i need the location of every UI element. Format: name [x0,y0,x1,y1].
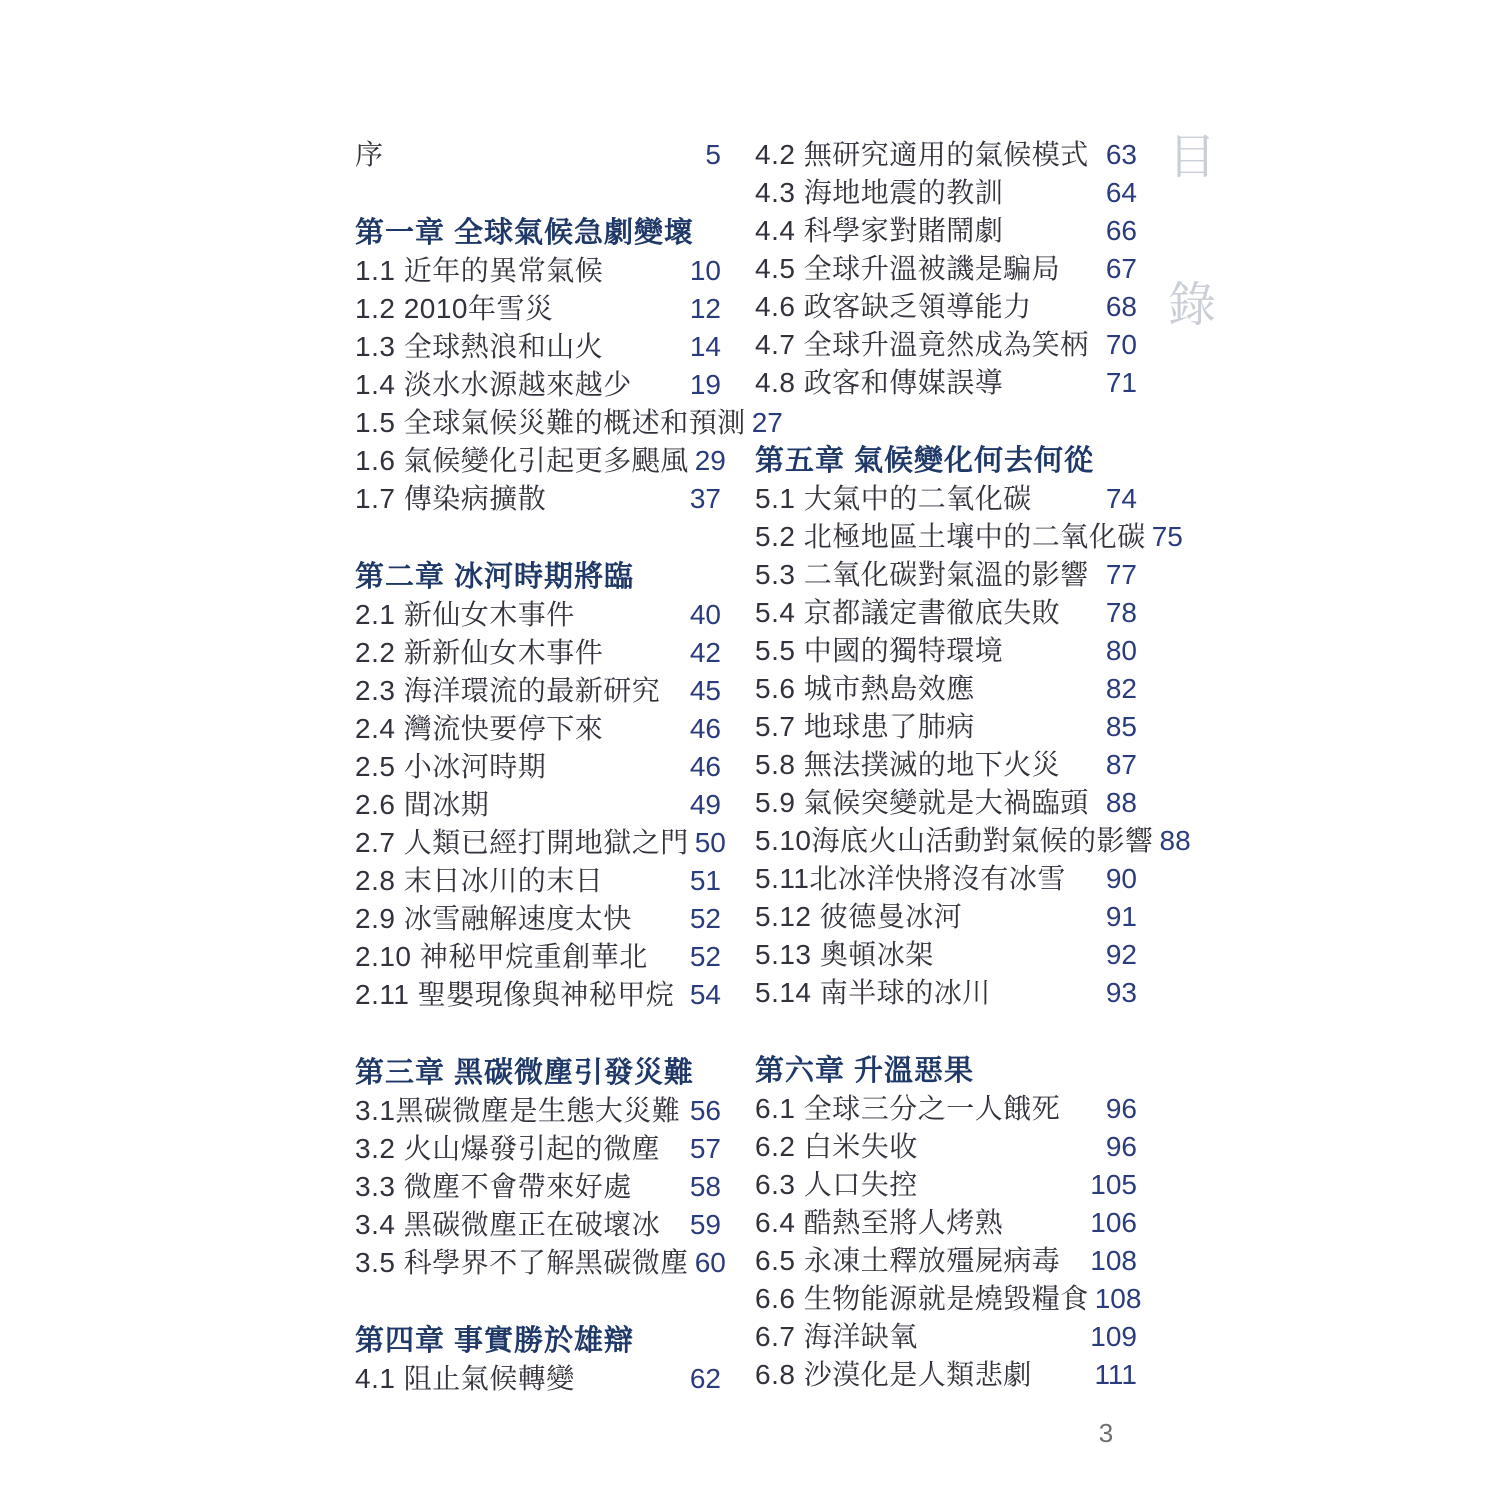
entry-page-number: 54 [689,979,721,1010]
toc-entry [355,596,721,634]
toc-entry [355,748,721,786]
toc-entry [355,976,721,1014]
toc-entry [755,174,1137,212]
entry-page-number: 63 [1105,139,1137,170]
toc-entry [755,1166,1137,1204]
entry-title: 1.6 氣候變化引起更多颶風 [355,445,689,476]
entry-title: 6.4 酷熱至將人烤熟 [755,1207,1004,1238]
entry-page-number: 105 [1090,1169,1137,1200]
toc-entry [755,822,1191,860]
entry-page-number: 62 [689,1363,721,1394]
entry-title: 6.7 海洋缺氧 [755,1321,918,1352]
entry-page-number: 46 [689,751,721,782]
entry-title: 6.2 白米失收 [755,1131,918,1162]
entry-page-number: 19 [689,369,721,400]
entry-page-number: 52 [689,941,721,972]
entry-page-number: 56 [689,1095,721,1126]
entry-title: 1.2 2010年雪災 [355,293,554,324]
toc-entry [355,1360,721,1398]
entry-title: 3.2 火山爆發引起的微塵 [355,1133,661,1164]
entry-title: 5.11北冰洋快將沒有冰雪 [755,863,1066,894]
entry-page-number: 70 [1105,329,1137,360]
entry-title: 2.4 灣流快要停下來 [355,713,604,744]
chapter-heading: 第四章 事實勝於雄辯 [355,1325,635,1357]
entry-title: 4.3 海地地震的教訓 [755,177,1004,208]
entry-title: 2.9 冰雪融解速度太快 [355,903,632,934]
toc-entry [755,670,1137,708]
entry-title: 6.8 沙漠化是人類悲劇 [755,1359,1032,1390]
toc-entry [755,250,1137,288]
entry-title: 4.8 政客和傳媒誤導 [755,367,1004,398]
entry-page-number: 37 [689,483,721,514]
toc-entry [355,404,783,442]
entry-page-number: 71 [1105,367,1137,398]
entry-title: 4.1 阻止氣候轉變 [355,1363,575,1394]
toc-entry [755,974,1137,1012]
entry-page-number: 40 [689,599,721,630]
chapter-heading: 第二章 冰河時期將臨 [355,561,635,593]
toc-entry [755,1128,1137,1166]
entry-page-number: 57 [689,1133,721,1164]
toc-entry [755,1242,1137,1280]
entry-page-number: 77 [1105,559,1137,590]
toc-entry [355,1244,726,1282]
entry-title: 1.3 全球熱浪和山火 [355,331,604,362]
toc-entry [755,288,1137,326]
toc-entry [755,784,1137,822]
entry-title: 6.5 永凍土釋放殭屍病毒 [755,1245,1061,1276]
entry-title: 6.1 全球三分之一人餓死 [755,1093,1061,1124]
entry-title: 2.5 小冰河時期 [355,751,547,782]
toc-block [355,1322,721,1398]
side-title [1168,131,1217,430]
toc-entry [355,938,721,976]
toc-entry [355,252,721,290]
entry-title: 1.4 淡水水源越來越少 [355,369,632,400]
entry-page-number: 87 [1105,749,1137,780]
chapter-heading: 第六章 升溫惡果 [755,1055,975,1087]
toc-entry [755,936,1137,974]
entry-page-number: 45 [689,675,721,706]
toc-entry [355,328,721,366]
entry-page-number: 106 [1090,1207,1137,1238]
entry-page-number: 108 [1094,1283,1142,1314]
toc-entry [755,480,1137,518]
side-title-char-1: 目 [1168,131,1217,184]
entry-title: 1.7 傳染病擴散 [355,483,547,514]
entry-page-number: 5 [705,139,721,170]
toc-entry [355,634,721,672]
entry-page-number: 50 [694,827,726,858]
entry-page-number: 96 [1105,1131,1137,1162]
entry-page-number: 59 [689,1209,721,1240]
toc-entry [755,364,1137,402]
toc-column-right [755,136,1191,1394]
entry-title: 5.13 奧頓冰架 [755,939,934,970]
toc-block [755,136,1137,402]
toc-entry [355,136,721,174]
toc-entry [755,1204,1137,1242]
toc-entry [355,366,721,404]
entry-page-number: 51 [689,865,721,896]
entry-title: 5.8 無法撲滅的地下火災 [755,749,1061,780]
entry-title: 5.7 地球患了肺病 [755,711,975,742]
entry-page-number: 68 [1105,291,1137,322]
entry-page-number: 109 [1090,1321,1137,1352]
entry-title: 4.6 政客缺乏領導能力 [755,291,1032,322]
entry-title: 5.14 南半球的冰川 [755,977,991,1008]
side-title-char-2: 錄 [1168,279,1217,332]
entry-page-number: 88 [1159,825,1191,856]
toc-entry [755,326,1137,364]
toc-entry [755,518,1183,556]
toc-entry [755,898,1137,936]
entry-page-number: 92 [1105,939,1137,970]
toc-entry [355,710,721,748]
toc-entry [355,480,721,518]
entry-title: 2.2 新新仙女木事件 [355,637,604,668]
chapter-heading: 第一章 全球氣候急劇變壞 [355,217,695,249]
entry-title: 6.6 生物能源就是燒毀糧食 [755,1283,1089,1314]
entry-page-number: 91 [1105,901,1137,932]
entry-page-number: 60 [694,1247,726,1278]
entry-title: 2.7 人類已經打開地獄之門 [355,827,689,858]
entry-page-number: 85 [1105,711,1137,742]
chapter-heading: 第三章 黑碳微塵引發災難 [355,1057,695,1089]
entry-title: 5.10海底火山活動對氣候的影響 [755,825,1154,856]
entry-page-number: 66 [1105,215,1137,246]
entry-page-number: 96 [1105,1093,1137,1124]
entry-page-number: 29 [694,445,726,476]
entry-title: 2.11 聖嬰現像與神秘甲烷 [355,979,675,1010]
entry-title: 5.4 京都議定書徹底失敗 [755,597,1061,628]
toc-entry [755,594,1137,632]
toc-entry [755,212,1137,250]
toc-block [755,1052,1142,1394]
toc-column-left [355,136,783,1398]
entry-page-number: 80 [1105,635,1137,666]
entry-title: 4.5 全球升溫被譏是騙局 [755,253,1061,284]
toc-entry [355,862,721,900]
entry-title: 4.2 無研究適用的氣候模式 [755,139,1089,170]
entry-title: 1.5 全球氣候災難的概述和預測 [355,407,746,438]
entry-title: 5.3 二氧化碳對氣溫的影響 [755,559,1089,590]
entry-page-number: 52 [689,903,721,934]
toc-entry [355,1206,721,1244]
toc-entry [355,900,721,938]
entry-page-number: 12 [689,293,721,324]
toc-entry [755,632,1137,670]
entry-title: 5.5 中國的獨特環境 [755,635,1004,666]
entry-title: 2.6 間冰期 [355,789,490,820]
toc-block [755,442,1191,1012]
toc-entry [355,786,721,824]
entry-page-number: 58 [689,1171,721,1202]
entry-title: 3.4 黑碳微塵正在破壞冰 [355,1209,661,1240]
toc-entry [755,556,1137,594]
entry-page-number: 27 [751,407,783,438]
entry-page-number: 64 [1105,177,1137,208]
entry-title: 1.1 近年的異常氣候 [355,255,604,286]
entry-page-number: 90 [1105,863,1137,894]
page-number: 3 [1098,1418,1114,1448]
entry-title: 5.2 北極地區土壤中的二氧化碳 [755,521,1146,552]
toc-entry [755,1280,1142,1318]
entry-page-number: 75 [1151,521,1183,552]
toc-entry [755,136,1137,174]
toc-entry [755,1090,1137,1128]
entry-title: 2.10 神秘甲烷重創華北 [355,941,648,972]
toc-entry [355,1092,721,1130]
entry-page-number: 88 [1105,787,1137,818]
chapter-heading: 第五章 氣候變化何去何從 [755,445,1095,477]
entry-page-number: 93 [1105,977,1137,1008]
entry-title: 5.9 氣候突變就是大禍臨頭 [755,787,1089,818]
toc-block [355,136,721,174]
toc-entry [355,824,726,862]
entry-title: 2.1 新仙女木事件 [355,599,575,630]
toc-entry [355,1130,721,1168]
entry-title: 3.5 科學界不了解黑碳微塵 [355,1247,689,1278]
toc-entry [755,1318,1137,1356]
toc-block [355,1054,726,1282]
toc-block [355,558,726,1014]
toc-entry [355,672,721,710]
entry-page-number: 82 [1105,673,1137,704]
toc-block [355,214,783,518]
entry-title: 5.6 城市熱島效應 [755,673,975,704]
entry-page-number: 111 [1094,1359,1137,1390]
toc-entry [755,746,1137,784]
entry-page-number: 42 [689,637,721,668]
entry-title: 序 [355,139,384,170]
toc-entry [355,442,726,480]
entry-title: 5.12 彼德曼冰河 [755,901,963,932]
entry-page-number: 10 [689,255,721,286]
entry-page-number: 108 [1090,1245,1137,1276]
entry-title: 2.3 海洋環流的最新研究 [355,675,661,706]
entry-title: 3.3 微塵不會帶來好處 [355,1171,632,1202]
toc-entry [755,708,1137,746]
toc-entry [355,1168,721,1206]
entry-title: 3.1黑碳微塵是生態大災難 [355,1095,681,1126]
toc-entry [755,860,1137,898]
entry-page-number: 74 [1105,483,1137,514]
entry-page-number: 67 [1105,253,1137,284]
toc-entry [755,1356,1137,1394]
entry-page-number: 49 [689,789,721,820]
entry-title: 6.3 人口失控 [755,1169,918,1200]
entry-page-number: 46 [689,713,721,744]
entry-title: 4.4 科學家對賭鬧劇 [755,215,1004,246]
entry-title: 2.8 末日冰川的末日 [355,865,604,896]
entry-page-number: 78 [1105,597,1137,628]
entry-title: 4.7 全球升溫竟然成為笑柄 [755,329,1089,360]
entry-page-number: 14 [689,331,721,362]
entry-title: 5.1 大氣中的二氧化碳 [755,483,1032,514]
toc-entry [355,290,721,328]
